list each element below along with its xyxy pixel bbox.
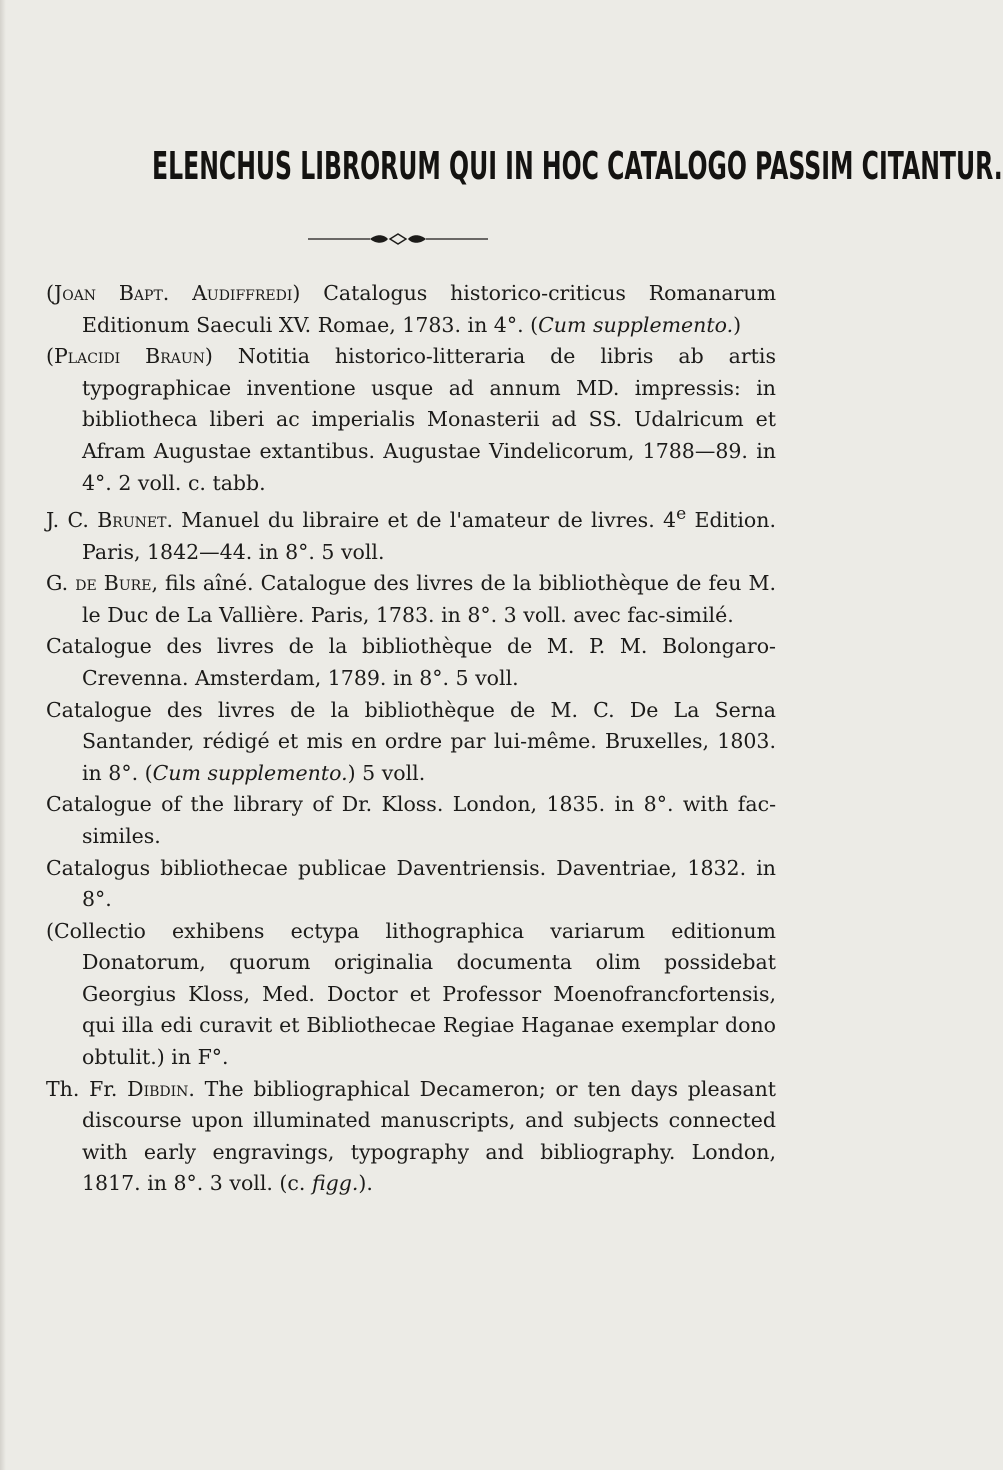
entry-italic: Cum supplemento. (538, 312, 734, 337)
entry-superscript: e (676, 504, 687, 525)
entry-italic: Cum supplemento. (152, 760, 348, 785)
list-item (46, 916, 776, 1074)
page-title: ELENCHUS LIBRORUM QUI IN HOC CATALOGO PASSIM CITANTUR. (152, 144, 1003, 188)
entry-text: Catalogus bibliothecae publicae Daventriensis. Daventriae, 1832. in 8°. (46, 855, 776, 912)
entry-author: de Bure (75, 571, 152, 596)
list-item: Th. Fr. Dibdin. The bibliographical Decameron; or ten days pleasant discourse upon illuminated manuscripts, and subjects connected with early engravings, typography and bibliography. London, 1817. in 8°. 3 voll. (c. figg.). (46, 1076, 777, 1196)
entry-text: . Manuel du libraire et de l'amateur de livres. 4 (166, 507, 677, 532)
list-item: J. C. Brunet. Manuel du libraire et de l'amateur de livres. 4e Edition. Paris, 1842—44. in 8°. 5 voll. (46, 504, 776, 564)
entry-text: . The bibliographical Decameron; or ten days pleasant discourse upon illuminated manuscripts, and subjects connected with early engravings, typography and bibliography. London, 1817. in 8°. 3 voll. (c. (82, 1076, 777, 1196)
entry-italic: figg. (311, 1171, 359, 1196)
bibliography-list (46, 278, 776, 1200)
list-item: Catalogue des livres de la bibliothèque de M. C. De La Serna Santander, rédigé et mis en ordre par lui-même. Bruxelles, 1803. in 8°. (Cum supplemento.) 5 voll. (46, 697, 776, 785)
entry-text: (Collectio exhibens ectypa lithographica variarum editionum Donatorum, quorum originalia documenta olim possidebat Georgius Kloss, Med. Doctor et Professor Moenofrancfortensis, qui illa edi curavit et Bibliothecae Regiae Haganae exemplar dono obtulit.) in F°. (46, 918, 776, 1070)
entry-author: Joan Bapt. Audiffredi (54, 281, 293, 305)
entry-text: Notitia historico-litteraria de libris ab artis typographicae inventione usque ad annum MD. impressis: in bibliotheca liberi ac imperialis Monasterii ad SS. Udalricum et Afram Augustae extantibus. Augustae Vindelicorum, 1788—89. in 4°. 2 voll. c. tabb. (82, 344, 776, 495)
entry-text: Catalogue des livres de la bibliothèque de M. P. M. Bolongaro-Crevenna. Amsterdam, 1789. in 8°. 5 voll. (46, 634, 776, 690)
list-item (46, 789, 776, 852)
page-edge (0, 0, 6, 1470)
list-item: G. de Bure, fils aîné. Catalogue des livres de la bibliothèque de feu M. le Duc de La Vallière. Paris, 1783. in 8°. 3 voll. avec fac-similé. (46, 571, 776, 627)
decorative-rule-ornament-icon (308, 232, 488, 246)
entry-author: Brunet (97, 507, 167, 532)
entry-text: Catalogue of the library of Dr. Kloss. London, 1835. in 8°. with fac-similes. (46, 792, 776, 848)
list-item: (Placidi Braun) Notitia historico-litteraria de libris ab artis typographicae inventione usque ad annum MD. impressis: in bibliotheca liberi ac imperialis Monasterii ad SS. Udalricum et Afram Augustae extantibus. Augustae Vindelicorum, 1788—89. in 4°. 2 voll. c. tabb. (46, 344, 776, 495)
list-item (46, 631, 776, 694)
entry-author: Placidi Braun (54, 344, 205, 369)
entry-text: Catalogus historico-criticus Romanarum Editionum Saeculi XV. Romae, 1783. in 4°. ( (82, 281, 777, 337)
entry-text: Catalogue des livres de la bibliothèque de M. C. De La Serna Santander, rédigé et mis en ordre par lui-même. Bruxelles, 1803. in 8°. ( (46, 697, 776, 785)
list-item (46, 853, 776, 916)
entry-author: Dibdin (127, 1076, 189, 1101)
list-item: (Joan Bapt. Audiffredi) Catalogus historico-criticus Romanarum Editionum Saeculi XV. Romae, 1783. in 4°. (Cum supplemento.) (46, 281, 777, 337)
entry-text: , fils aîné. Catalogue des livres de la bibliothèque de feu M. le Duc de La Vallière. Paris, 1783. in 8°. 3 voll. avec fac-similé. (82, 571, 776, 627)
